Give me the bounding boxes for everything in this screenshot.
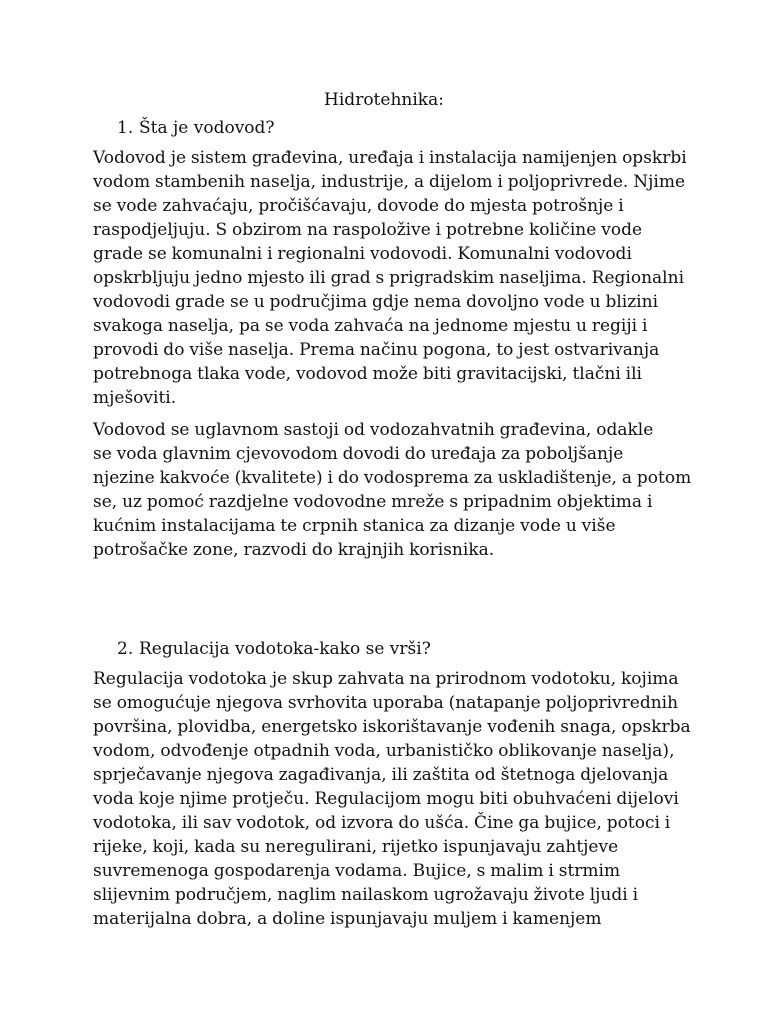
text-line: sprječavanje njegova zagađivanja, ili zaštita od štetnoga djelovanja [93,765,669,785]
text-line: kućnim instalacijama te crpnih stanica za dizanje vode u više [93,516,616,536]
text-line: svakoga naselja, pa se voda zahvaća na jednome mjestu u regiji i [93,316,648,336]
text-line: opskrbljuju jedno mjesto ili grad s prigradskim naseljima. Regionalni [93,268,685,288]
text-line: raspodjeljuju. S obzirom na raspoložive i potrebne količine vode [93,220,643,240]
document-title: Hidrotehnika: [324,90,444,110]
text-line: površina, plovidba, energetsko iskorištavanje vođenih snaga, opskrba [93,717,691,737]
text-line: provodi do više naselja. Prema načinu pogona, to jest ostvarivanja [93,340,660,360]
section-1-paragraph-1 [93,146,687,410]
text-line: slijevnim područjem, naglim nailaskom ugrožavaju živote ljudi i [93,885,639,905]
section-1-heading-text: Šta je vodovod? [139,118,275,138]
text-line: se voda glavnim cjevovodom dovodi do uređaja za poboljšanje [93,444,624,464]
section-2-heading [93,637,683,661]
text-line: Regulacija vodotoka je skup zahvata na prirodnom vodotoku, kojima [93,669,679,689]
text-line: se vode zahvaćaju, pročišćavaju, dovode do mjesta potrošnje i [93,196,624,216]
text-line: vodotoka, ili sav vodotok, od izvora do ušća. Čine ga bujice, potoci i [93,813,671,833]
text-line: se omogućuje njegova svrhovita uporaba (natapanje poljoprivrednih [93,693,679,713]
text-line: potrebnoga tlaka vode, vodovod može biti gravitacijski, tlačni ili [93,364,642,384]
text-line: vodovodi grade se u područjima gdje nema dovoljno vode u blizini [93,292,659,312]
text-line: vodom, odvođenje otpadnih voda, urbanističko oblikovanje naselja), [93,741,675,761]
document-page [93,88,692,939]
section-2-paragraph-1 [93,667,691,931]
section-1-heading [93,116,683,140]
text-line: Vodovod je sistem građevina, uređaja i instalacija namijenjen opskrbi [93,148,687,168]
text-line: grade se komunalni i regionalni vodovodi. Komunalni vodovodi [93,244,632,264]
text-line: voda koje njime protječu. Regulacijom mogu biti obuhvaćeni dijelovi [93,789,679,809]
text-line: potrošačke zone, razvodi do krajnjih korisnika. [93,540,495,560]
section-spacer [93,570,683,637]
section-2-number: 2. [117,639,134,659]
text-line: rijeke, koji, kada su neregulirani, rijetko ispunjavaju zahtjeve [93,837,619,857]
section-2-heading-text: Regulacija vodotoka-kako se vrši? [139,639,431,659]
section-1-paragraph-2 [93,418,692,562]
text-line: njezine kakvoće (kvalitete) i do vodosprema za uskladištenje, a potom [93,468,692,488]
text-line: Vodovod se uglavnom sastoji od vodozahvatnih građevina, odakle [93,420,654,440]
text-line: se, uz pomoć razdjelne vodovodne mreže s pripadnim objektima i [93,492,653,512]
text-line: suvremenoga gospodarenja vodama. Bujice, s malim i strmim [93,861,621,881]
text-line: vodom stambenih naselja, industrije, a dijelom i poljoprivrede. Njime [93,172,686,192]
text-line: materijalna dobra, a doline ispunjavaju muljem i kamenjem [93,909,602,929]
section-1-number: 1. [117,118,134,138]
text-line: mješoviti. [93,388,177,408]
